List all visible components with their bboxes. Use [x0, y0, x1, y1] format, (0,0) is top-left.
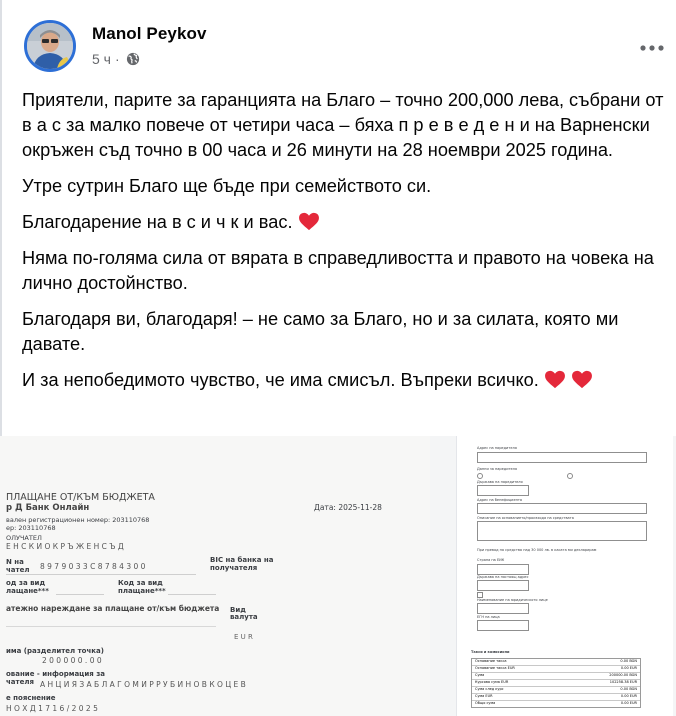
post-paragraph: Приятели, парите за гаранцията на Благо – точно 200,000 лева, събрани от в а с за малко повече от четири часа – бяха п р е в е д е н и на Варненски окръжен съд точно в 00 часа и 26 минути на 28 ноември 2025 година. — [22, 90, 664, 160]
summary-title: Такси и комисиони — [471, 650, 510, 654]
form-label: Адрес на бенефициента — [477, 498, 523, 502]
form-label: Адрес на наредителя — [477, 446, 517, 450]
summary-value: 102258.38 EUR — [609, 680, 637, 684]
doc-currency: E U R — [234, 633, 253, 641]
doc-iban-label: N на — [6, 558, 24, 566]
doc-iban-label-2: чател — [6, 566, 30, 574]
summary-label: Общо сума — [475, 701, 496, 705]
post-paragraph — [22, 368, 674, 393]
form-label: При превод на средства над 30 000 лв. в касата ми декларирам — [477, 548, 597, 552]
form-label: Държава на настоящ адрес — [477, 575, 529, 579]
doc-heading: ПЛАЩАНЕ ОТ/КЪМ БЮДЖЕТА — [6, 492, 155, 503]
payment-form-image — [456, 436, 673, 716]
form-field — [477, 580, 529, 591]
summary-label: Основание такса — [475, 659, 507, 663]
author-name[interactable]: Manol Peykov — [92, 24, 207, 43]
summary-value: 0.00 EUR — [620, 666, 637, 670]
avatar[interactable] — [24, 20, 76, 72]
doc-reg-number: вален регистрационен номер: 203110768 — [6, 516, 150, 524]
paragraph-text: Благодарение на в с и ч к и вас. — [22, 212, 293, 232]
doc-purpose-label: ование - информация за — [6, 670, 105, 678]
form-radio — [477, 473, 483, 479]
form-field — [477, 603, 529, 614]
form-field — [477, 620, 529, 631]
post-paragraph: Благодаря ви, благодаря! – не само за Благо, но и за силата, която ми давате. — [22, 309, 619, 354]
summary-label: Сума — [475, 673, 485, 677]
payment-document-image — [0, 436, 430, 716]
more-dots-icon — [640, 45, 664, 51]
doc-vid: Вид — [230, 606, 246, 614]
summary-table — [471, 658, 641, 708]
doc-date: Дата: 2025-11-28 — [314, 503, 382, 512]
doc-order-label: атежно нареждане за плащане от/към бюджета — [6, 604, 220, 613]
doc-recipient: Е Н С К И О К Р Ъ Ж Е Н С Ъ Д — [6, 542, 124, 551]
summary-row — [472, 666, 640, 673]
doc-bic-label-2: получателя — [210, 564, 258, 572]
form-label: Описание на основанието/произхода на средствата — [477, 516, 574, 520]
form-field — [477, 485, 529, 496]
doc-line — [6, 626, 216, 627]
summary-value: 0.00 EUR — [620, 694, 637, 698]
doc-more-label: е пояснение — [6, 694, 56, 702]
meta-separator: · — [114, 51, 120, 67]
form-field — [477, 452, 647, 463]
summary-row — [472, 694, 640, 701]
doc-amount: 2 0 0 0 0 0 . 0 0 — [42, 656, 102, 665]
form-label: Данни за наредителя — [477, 467, 517, 471]
form-field — [477, 503, 647, 514]
doc-bank: р Д Банк Онлайн — [6, 503, 90, 513]
summary-label: Сума EUR — [475, 694, 493, 698]
form-field — [477, 521, 647, 541]
post-header — [0, 0, 676, 80]
heart-emoji-icon — [544, 370, 566, 389]
form-label: Наименование на юридическото лице — [477, 598, 548, 602]
doc-purpose-label-2: чателя — [6, 678, 34, 686]
doc-case: Н О Х Д 1 7 1 6 / 2 0 2 5 — [6, 704, 98, 713]
post-image-attachment[interactable] — [0, 436, 676, 716]
form-label: Държава на наредителя — [477, 480, 523, 484]
summary-value: 0.00 BGN — [620, 687, 637, 691]
doc-amount-label: има (разделител точка) — [6, 647, 104, 655]
doc-code-label-2: лащане*** — [6, 587, 49, 595]
avatar-image — [27, 23, 73, 69]
paragraph-text: И за непобедимото чувство, че има смисъл. Въпреки всичко. — [22, 370, 539, 390]
post-meta — [92, 51, 140, 67]
form-label: ЕГН на лица — [477, 615, 500, 619]
post-paragraph: Няма по-голяма сила от вярата в справедливостта и правото на човека на лично достойнство. — [22, 248, 654, 293]
heart-emoji-icon — [571, 370, 593, 389]
summary-row — [472, 687, 640, 694]
summary-row — [472, 673, 640, 680]
summary-row — [472, 680, 640, 687]
summary-value: 0.00 EUR — [620, 701, 637, 705]
summary-row — [472, 659, 640, 666]
doc-recipient-label: ОЛУЧАТЕЛ — [6, 534, 42, 542]
globe-icon — [126, 52, 140, 66]
doc-code-label-3: Код за вид — [118, 579, 163, 587]
summary-label: Сума след курс — [475, 687, 504, 691]
form-label: Страна на ЕИК — [477, 558, 505, 562]
form-radio — [567, 473, 573, 479]
doc-line — [168, 594, 216, 595]
summary-label: Основание такса EUR — [475, 666, 515, 670]
summary-label: Курсова сума EUR — [475, 680, 509, 684]
doc-purpose: А Н Ц И Я З А Б Л А Г О М И Р Р У Б И Н О В К О Ц Е В — [40, 680, 246, 689]
doc-code-label-4: плащане*** — [118, 587, 166, 595]
doc-iban: 8 9 7 9 0 3 3 С 8 7 8 4 3 0 0 — [40, 562, 146, 571]
form-field — [477, 564, 529, 575]
post-paragraph: Утре сутрин Благо ще бъде при семейството си. — [22, 176, 432, 196]
doc-code-label: од за вид — [6, 579, 46, 587]
summary-row — [472, 701, 640, 707]
summary-value: 0.00 BGN — [620, 659, 637, 663]
heart-emoji-icon — [298, 212, 320, 231]
doc-reg-number-2: ер: 203110768 — [6, 524, 56, 532]
doc-valuta: валута — [230, 613, 258, 621]
more-options-button[interactable] — [636, 34, 668, 62]
doc-line — [56, 594, 104, 595]
doc-bic-label: BIC на банка на — [210, 556, 274, 564]
summary-value: 200000.00 BGN — [609, 673, 637, 677]
post-time[interactable]: 5 ч — [92, 51, 111, 67]
post-paragraph — [22, 210, 674, 235]
post-text — [22, 88, 674, 404]
